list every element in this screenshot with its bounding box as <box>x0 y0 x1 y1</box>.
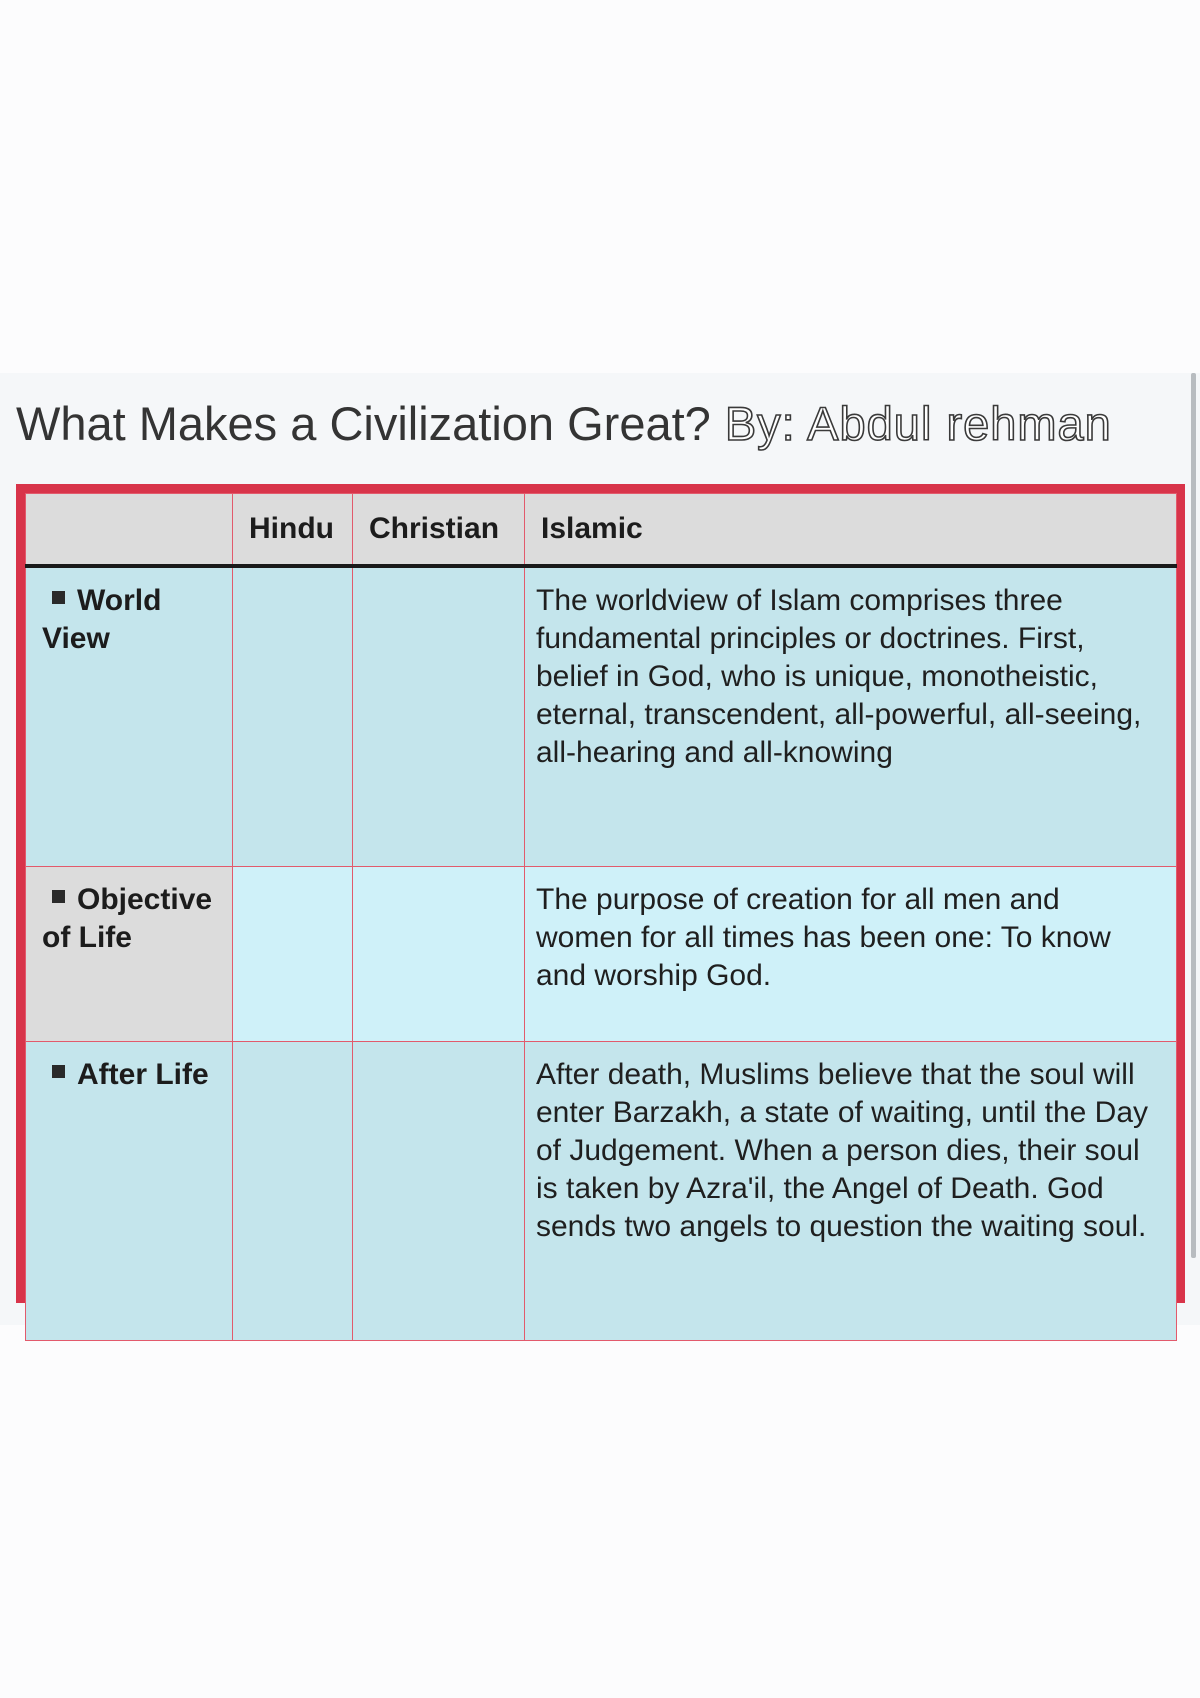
cell-hindu <box>233 566 353 867</box>
row-label: After Life <box>77 1058 209 1091</box>
cell-christian <box>353 566 525 867</box>
cell-islamic: The purpose of creation for all men and women for all times has been one: To know and worship God. <box>525 867 1177 1042</box>
title-text: What Makes a Civilization Great? <box>16 397 711 450</box>
table-row <box>26 867 1177 1042</box>
author-byline: By: Abdul rehman <box>724 397 1112 450</box>
square-bullet-icon <box>52 591 65 604</box>
cell-islamic: After death, Muslims believe that the soul will enter Barzakh, a state of waiting, until the Day of Judgement. When a person dies, their soul is taken by Azra'il, the Angel of Death. God sends two angels to question the waiting soul. <box>525 1042 1177 1341</box>
square-bullet-icon <box>52 890 65 903</box>
row-label-cell <box>26 1042 233 1341</box>
row-label: World View <box>42 584 162 655</box>
header-corner <box>26 494 233 567</box>
vertical-scrollbar[interactable] <box>1191 373 1196 1258</box>
table-header-row <box>26 494 1177 567</box>
cell-christian <box>353 1042 525 1341</box>
row-label-cell <box>26 566 233 867</box>
cell-christian <box>353 867 525 1042</box>
cell-islamic: The worldview of Islam comprises three fundamental principles or doctrines. First, belief in God, who is unique, monotheistic, eternal, transcendent, all-powerful, all-seeing, all-hearing and all-knowing <box>525 566 1177 867</box>
square-bullet-icon <box>52 1065 65 1078</box>
cell-hindu <box>233 1042 353 1341</box>
table-row <box>26 566 1177 867</box>
cell-hindu <box>233 867 353 1042</box>
comparison-table <box>25 493 1177 1341</box>
row-label: Objective of Life <box>42 883 213 954</box>
header-christian: Christian <box>353 494 525 567</box>
row-label-cell <box>26 867 233 1042</box>
page-title <box>16 396 1112 452</box>
header-hindu: Hindu <box>233 494 353 567</box>
comparison-table-frame <box>16 484 1185 1303</box>
header-islamic: Islamic <box>525 494 1177 567</box>
table-row <box>26 1042 1177 1341</box>
